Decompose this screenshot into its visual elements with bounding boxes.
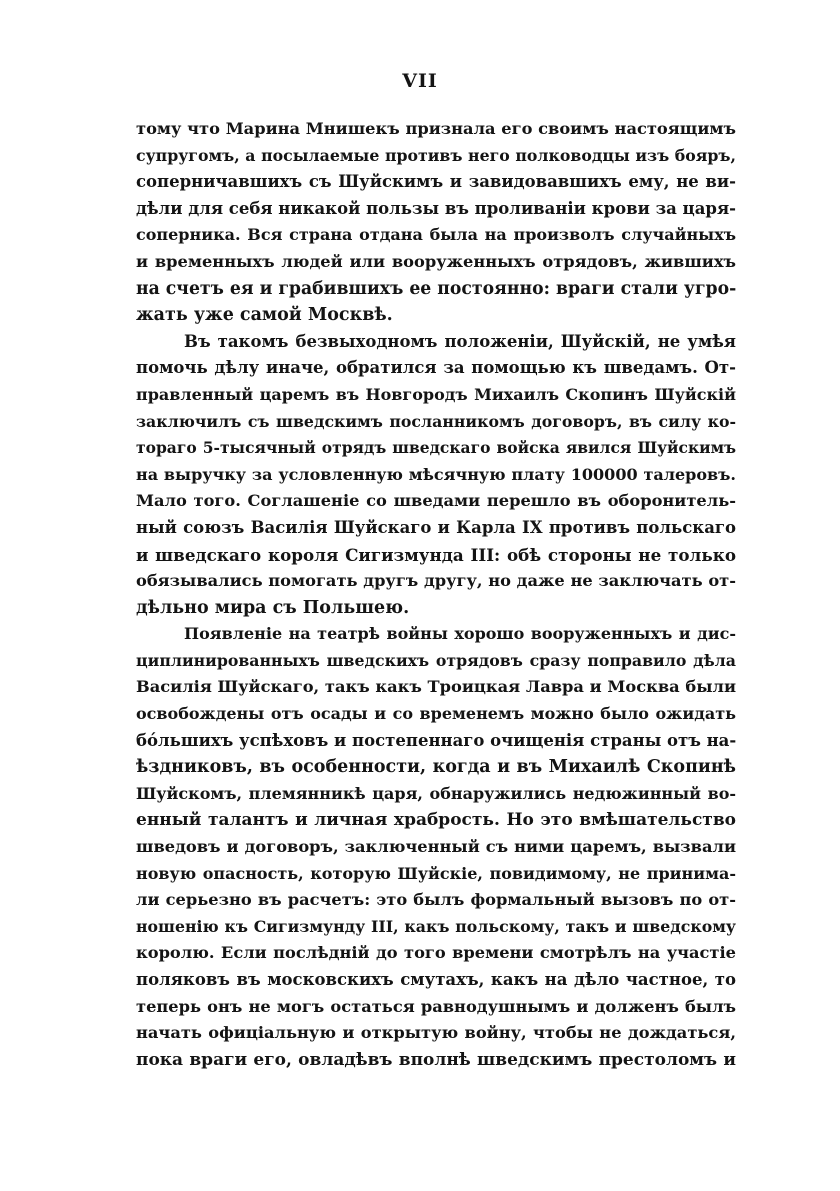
text-line: ѣздниковъ, въ особенности, когда и въ Михаилѣ Скопинѣ [136, 757, 736, 778]
text-line: обязывались помогать другъ другу, но даже не заключать от- [136, 571, 736, 591]
text-line: королю. Если послѣднiй до того времени смотрѣлъ на участiе [136, 943, 736, 963]
text-line: жать уже самой Москвѣ. [136, 305, 393, 326]
text-line: начать офицiальную и открытую войну, чтобы не дождаться, [136, 1023, 736, 1043]
text-line: поляковъ въ московскихъ смутахъ, какъ на дѣло частное, то [136, 970, 736, 989]
text-line: Мало того. Соглашенiе со шведами перешло въ оборонитель- [136, 491, 736, 511]
text-line: соперничавшихъ съ Шуйскимъ и завидовавшихъ ему, не ви- [136, 172, 736, 192]
text-line: енный талантъ и личная храбрость. Но это вмѣшательство [136, 810, 736, 831]
text-line: Шуйскомъ, племянникѣ царя, обнаружились недюжинный во- [136, 783, 736, 803]
text-line: освобождены отъ осады и со временемъ можно было ожидать [136, 704, 736, 724]
page-number: VII [402, 70, 438, 92]
text-line: помочь дѣлу иначе, обратился за помощью къ шведамъ. От- [136, 358, 736, 378]
text-line: правленный царемъ въ Новгородъ Михаилъ Скопинъ Шуйскiй [136, 384, 736, 404]
text-line: Въ такомъ безвыходномъ положенiи, Шуйскiй, не умѣя [184, 331, 736, 351]
text-line: ли серьезно въ расчетъ: это былъ формальный вызовъ по от- [136, 890, 736, 910]
text-line: тому что Марина Мнишекъ признала его своимъ настоящимъ [136, 119, 736, 138]
text-line: бóльшихъ успѣховъ и постепеннаго очищенiя страны отъ на- [136, 730, 736, 750]
body-text [136, 116, 736, 1073]
text-line: Василiя Шуйскаго, такъ какъ Троицкая Лавра и Москва были [136, 677, 736, 697]
text-line: ный союзъ Василiя Шуйскаго и Карла IX противъ польскаго [136, 517, 736, 537]
text-line: дѣльно мира съ Польшею. [136, 597, 410, 618]
text-line: ношенiю къ Сигизмунду III, какъ польскому, такъ и шведскому [136, 916, 736, 936]
text-line: на выручку за условленную мѣсячную плату 100000 талеровъ. [136, 464, 736, 484]
text-line: заключилъ съ шведскимъ посланникомъ договоръ, въ силу ко- [136, 411, 736, 431]
text-line: и шведскаго короля Сигизмунда III: обѣ стороны не только [136, 544, 736, 565]
text-line: и временныхъ людей или вооруженныхъ отрядовъ, жившихъ [136, 251, 736, 271]
text-line: на счетъ ея и грабившихъ ее постоянно: враги стали угро- [136, 278, 736, 299]
text-line: тораго 5-тысячный отрядъ шведскаго войска явился Шуйскимъ [136, 438, 736, 458]
text-line: новую опасность, которую Шуйскiе, повидимому, не принима- [136, 863, 736, 883]
text-line: шведовъ и договоръ, заключенный съ ними царемъ, вызвали [136, 837, 736, 857]
text-line: дѣли для себя никакой пользы въ проливанiи крови за царя- [136, 198, 736, 218]
text-line: супругомъ, а посылаемые противъ него полководцы изъ бояръ, [136, 145, 736, 165]
text-line: циплинированныхъ шведскихъ отрядовъ сразу поправило дѣла [136, 650, 736, 670]
text-line: соперника. Вся страна отдана была на произволъ случайныхъ [136, 225, 736, 245]
text-line: Появленiе на театрѣ войны хорошо вооруженныхъ и дис- [184, 624, 736, 644]
text-line: теперь онъ не могъ остаться равнодушнымъ и долженъ былъ [136, 996, 736, 1016]
text-line: пока враги его, овладѣвъ вполнѣ шведскимъ престоломъ и [136, 1049, 736, 1070]
